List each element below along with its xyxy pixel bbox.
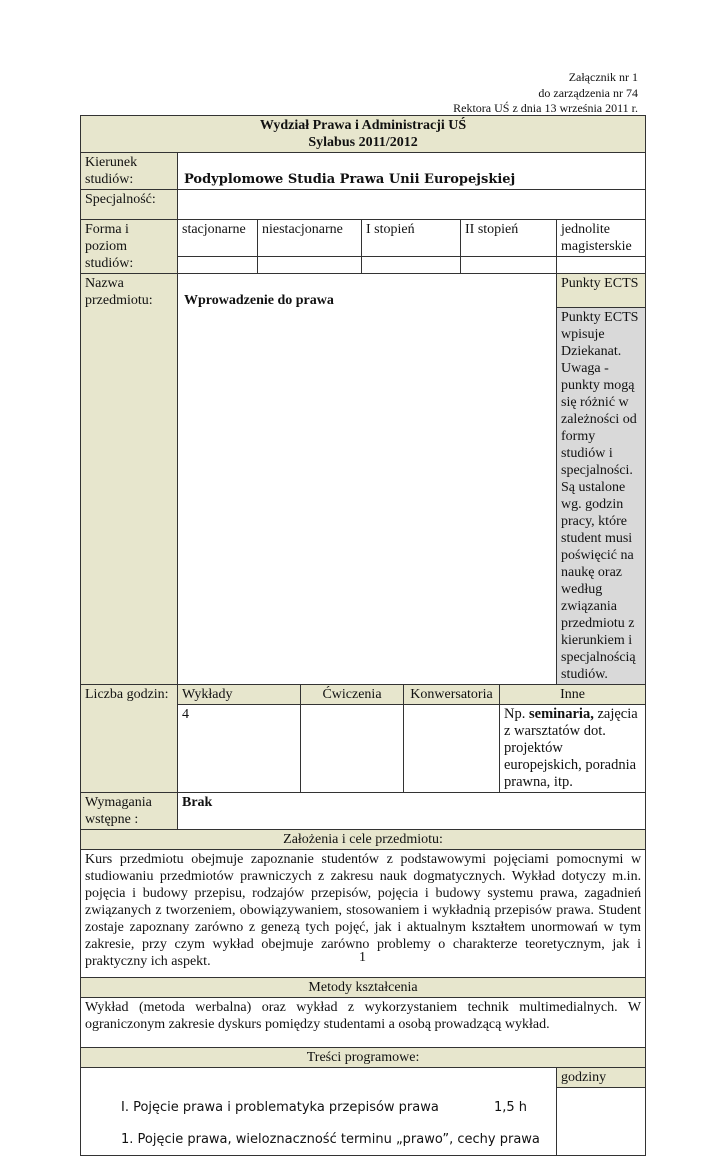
section-hours: 1,5 h [494,1100,528,1115]
value-wyklady[interactable]: 4 [178,705,301,793]
attachment-line-3: Rektora UŚ z dnia 13 września 2011 r. [453,101,638,115]
attachment-line-1: Załącznik nr 1 [568,70,638,84]
forma-option-stacjonarne[interactable]: stacjonarne [178,220,258,257]
inne-bold: seminaria, [528,706,594,722]
tresci-content [81,1068,557,1156]
przedmiot-cell[interactable] [178,274,557,685]
ects-label: Punkty ECTS [557,274,646,308]
wymagania-label: Wymagania wstępne : [81,793,178,830]
forma-check-jednolite[interactable] [557,257,646,274]
tresci-heading: Treści programowe: [81,1048,646,1068]
kierunek-cell[interactable] [178,153,646,190]
value-cwiczenia[interactable] [301,705,404,793]
forma-label: Forma i poziom studiów: [81,220,178,274]
wymagania-cell[interactable] [178,793,646,830]
value-inne[interactable] [500,705,646,793]
page-number: 1 [359,950,366,965]
forma-option-ii-stopien[interactable]: II stopień [461,220,557,257]
ects-note: Punkty ECTS wpisuje Dziekanat. Uwaga - punkty mogą się różnić w zależności od formy studiów i specjalności. Są ustalone wg. godzin pracy, które student musi poświęcić na naukę oraz według związania przedmiotu z kierunkiem i specjalnością studiów. [557,308,646,685]
faculty-name: Wydział Prawa i Administracji UŚ [259,118,467,133]
forma-option-i-stopien[interactable]: I stopień [362,220,461,257]
wymagania-value: Brak [182,795,213,810]
forma-check-ii-stopien[interactable] [461,257,557,274]
header-konwersatoria: Konwersatoria [404,685,500,705]
specjalnosc-label: Specjalność: [81,190,178,220]
attachment-note [453,70,638,117]
zalozenia-heading: Założenia i cele przedmiotu: [81,830,646,850]
godziny-col-value[interactable] [557,1088,646,1156]
title-block [81,116,646,153]
forma-check-i-stopien[interactable] [362,257,461,274]
metody-text: Wykład (metoda werbalna) oraz wykład z wykorzystaniem technik multimedialnych. W ograniczonym zakresie dyskurs pomiędzy studentami a osobą prowadzącą wykład. [81,998,646,1048]
metody-heading: Metody kształcenia [81,978,646,998]
item-1: 1. Pojęcie prawa, wieloznaczność terminu „prawo”, cechy prawa [121,1132,540,1147]
forma-check-niestacjonarne[interactable] [258,257,362,274]
inne-prefix: Np. [504,706,529,722]
syllabus-year: Sylabus 2011/2012 [308,135,418,150]
section-title: I. Pojęcie prawa i problematyka przepisów prawa [121,1100,439,1115]
header-cwiczenia: Ćwiczenia [301,685,404,705]
header-inne: Inne [500,685,646,705]
inne-rest: zajęcia z warsztatów dot. projektów europejskich, poradnia prawna, itp. [504,706,638,790]
attachment-line-2: do zarządzenia nr 74 [538,85,638,100]
forma-option-jednolite[interactable]: jednolite magisterskie [557,220,646,257]
kierunek-label: Kierunek studiów: [81,153,178,190]
value-konwersatoria[interactable] [404,705,500,793]
forma-check-stacjonarne[interactable] [178,257,258,274]
przedmiot-label: Nazwa przedmiotu: [81,274,178,685]
godziny-label: Liczba godzin: [81,685,178,793]
przedmiot-value: Wprowadzenie do prawa [184,293,334,308]
syllabus-form [80,115,645,1147]
kierunek-value: Podyplomowe Studia Prawa Unii Europejskiej [184,172,516,187]
godziny-col-label: godziny [557,1068,646,1088]
header-wyklady: Wykłady [178,685,301,705]
syllabus-table [80,115,646,1156]
forma-option-niestacjonarne[interactable]: niestacjonarne [258,220,362,257]
zalozenia-text: Kurs przedmiotu obejmuje zapoznanie studentów z podstawowymi pojęciami pomocnymi w studiowaniu przedmiotów prawniczych z zakresu nauk dogmatycznych. Wykład dotyczy m.in. pojęcia i budowy przepisu, rodzajów przepisów, pojęcia i budowy systemu prawa, zagadnień związanych z tworzeniem, obowiązywaniem, stosowaniem i wykładnią przepisów prawa. Student zostaje zapoznany zarówno z genezą tych pojęć, jak i aktualnym kształtem unormowań w tym zakresie, przy czym wykład obejmuje zarówno problemy o charakterze teoretycznym, jak i praktyczny ich aspekt. [81,850,646,978]
specjalnosc-cell[interactable] [178,190,646,220]
